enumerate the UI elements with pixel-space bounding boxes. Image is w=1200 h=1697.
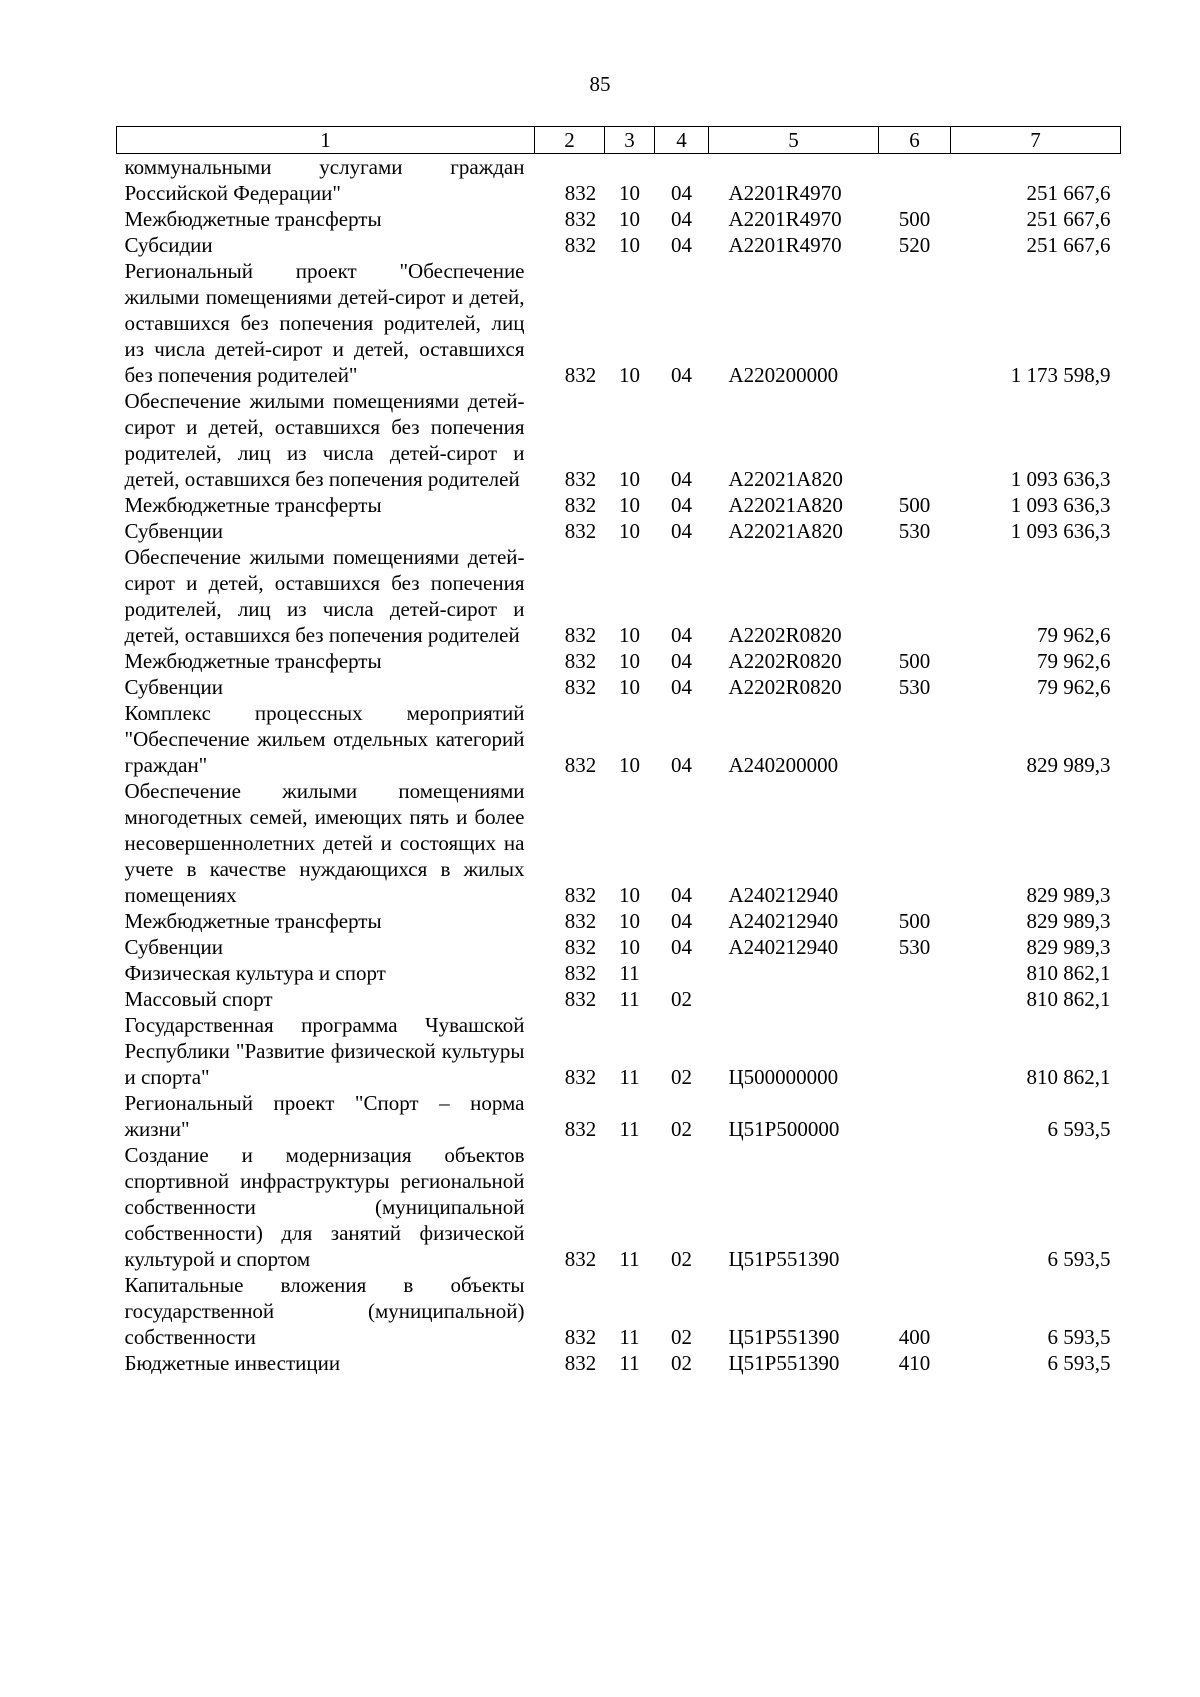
row-admin-code: 832	[564, 493, 597, 517]
row-target-article: A2202R0820	[728, 649, 842, 673]
row-expense-type: 500	[898, 493, 931, 517]
row-target-article: A22021A820	[728, 467, 843, 491]
row-amount: 251 667,6	[1026, 207, 1111, 231]
row-subsection: 04	[671, 675, 692, 699]
row-admin-code: 832	[564, 1351, 597, 1375]
row-section: 10	[619, 909, 640, 933]
row-target-article: A240212940	[728, 883, 839, 907]
row-section: 10	[619, 675, 640, 699]
row-subsection: 04	[671, 623, 692, 647]
row-target-article: A240200000	[728, 753, 839, 777]
row-name: Субсидии	[124, 233, 213, 257]
row-admin-code: 832	[564, 207, 597, 231]
row-name: Массовый спорт	[124, 987, 273, 1011]
row-section: 10	[619, 363, 640, 387]
row-name: Капитальные вложения в объекты государственной (муниципальной) собственности	[124, 1273, 525, 1349]
row-section: 10	[619, 883, 640, 907]
row-name: Межбюджетные трансферты	[124, 493, 382, 517]
row-target-article	[709, 960, 879, 986]
row-amount: 1 173 598,9	[1010, 363, 1111, 387]
header-col-3: 3	[605, 127, 655, 154]
row-target-article: A2202R0820	[728, 623, 842, 647]
row-amount: 1 093 636,3	[1010, 493, 1111, 517]
row-section: 10	[619, 519, 640, 543]
row-expense-type	[879, 1142, 951, 1272]
table-header-row	[117, 127, 1121, 154]
row-name: Комплекс процессных мероприятий "Обеспечение жильем отдельных категорий граждан"	[124, 701, 525, 777]
row-name: Обеспечение жилыми помещениями многодетных семей, имеющих пять и более несовершеннолетних детей и состоящих на учете в качестве нуждающихся в жилых помещениях	[124, 779, 525, 907]
budget-table	[116, 126, 1121, 1376]
row-expense-type: 520	[898, 233, 931, 257]
row-section: 11	[619, 1117, 640, 1141]
header-col-2: 2	[535, 127, 605, 154]
row-expense-type: 500	[898, 909, 931, 933]
row-target-article: A240212940	[728, 935, 839, 959]
row-expense-type: 500	[898, 207, 931, 231]
row-admin-code: 832	[564, 753, 597, 777]
table-row	[117, 986, 1121, 1012]
row-subsection: 04	[671, 363, 692, 387]
row-amount: 1 093 636,3	[1010, 519, 1111, 543]
row-name: Бюджетные инвестиции	[124, 1351, 341, 1375]
row-expense-type: 410	[898, 1351, 931, 1375]
page-number: 85	[589, 72, 611, 96]
row-section: 11	[619, 1351, 640, 1375]
row-target-article: A2201R4970	[728, 207, 842, 231]
row-admin-code: 832	[564, 883, 597, 907]
row-amount: 251 667,6	[1026, 181, 1111, 205]
row-target-article: A2201R4970	[728, 181, 842, 205]
table-row	[117, 1012, 1121, 1090]
table-row	[117, 648, 1121, 674]
row-subsection	[655, 960, 709, 986]
table-row	[117, 1272, 1121, 1350]
row-amount: 79 962,6	[1037, 649, 1111, 673]
table-row	[117, 908, 1121, 934]
row-target-article: Ц500000000	[728, 1065, 839, 1089]
row-subsection: 04	[671, 207, 692, 231]
row-name: Обеспечение жилыми помещениями детей-сирот и детей, оставшихся без попечения родителей, лиц из числа детей-сирот и детей, оставшихся без попечения родителей	[124, 389, 525, 491]
table-row	[117, 1350, 1121, 1376]
header-col-7: 7	[951, 127, 1121, 154]
row-name: Региональный проект "Спорт – норма жизни"	[124, 1091, 525, 1141]
row-expense-type: 530	[898, 519, 931, 543]
table-row	[117, 960, 1121, 986]
row-name: Физическая культура и спорт	[124, 961, 386, 985]
row-section: 10	[619, 623, 640, 647]
table-row	[117, 206, 1121, 232]
row-target-article: A22021A820	[728, 519, 843, 543]
row-subsection: 04	[671, 753, 692, 777]
row-name: Субвенции	[124, 675, 223, 699]
row-subsection: 02	[671, 1351, 692, 1375]
row-name: Субвенции	[124, 935, 223, 959]
row-section: 11	[619, 961, 640, 985]
row-subsection: 04	[671, 233, 692, 257]
row-amount: 810 862,1	[1026, 987, 1111, 1011]
table-row	[117, 778, 1121, 908]
row-section: 11	[619, 1247, 640, 1271]
row-name: коммунальными услугами граждан Российской Федерации"	[124, 155, 525, 205]
row-admin-code: 832	[564, 961, 597, 985]
row-expense-type: 530	[898, 935, 931, 959]
row-target-article: A220200000	[728, 363, 839, 387]
row-section: 10	[619, 753, 640, 777]
row-amount: 251 667,6	[1026, 233, 1111, 257]
row-amount: 829 989,3	[1026, 753, 1111, 777]
row-expense-type	[879, 154, 951, 207]
row-amount: 810 862,1	[1026, 961, 1111, 985]
header-col-5: 5	[709, 127, 879, 154]
row-section: 11	[619, 1065, 640, 1089]
row-subsection: 02	[671, 1117, 692, 1141]
table-row	[117, 154, 1121, 207]
header-col-4: 4	[655, 127, 709, 154]
row-subsection: 04	[671, 649, 692, 673]
row-amount: 79 962,6	[1037, 623, 1111, 647]
row-expense-type: 530	[898, 675, 931, 699]
row-target-article: A22021A820	[728, 493, 843, 517]
row-name: Государственная программа Чувашской Республики "Развитие физической культуры и спорта"	[124, 1013, 525, 1089]
row-expense-type	[879, 960, 951, 986]
row-target-article: Ц51Р551390	[728, 1351, 840, 1375]
row-amount: 79 962,6	[1037, 675, 1111, 699]
row-amount: 829 989,3	[1026, 909, 1111, 933]
row-section: 10	[619, 467, 640, 491]
table-row	[117, 934, 1121, 960]
row-admin-code: 832	[564, 1065, 597, 1089]
row-admin-code: 832	[564, 363, 597, 387]
table-row	[117, 674, 1121, 700]
row-expense-type	[879, 1090, 951, 1142]
row-target-article: A240212940	[728, 909, 839, 933]
row-admin-code: 832	[564, 909, 597, 933]
row-target-article: Ц51Р551390	[728, 1325, 840, 1349]
row-section: 10	[619, 493, 640, 517]
row-name: Создание и модернизация объектов спортивной инфраструктуры региональной собственности (муниципальной собственности) для занятий физической культурой и спортом	[124, 1143, 525, 1271]
row-amount: 6 593,5	[1047, 1325, 1111, 1349]
table-row	[117, 388, 1121, 492]
row-admin-code: 832	[564, 519, 597, 543]
row-name: Обеспечение жилыми помещениями детей-сирот и детей, оставшихся без попечения родителей, лиц из числа детей-сирот и детей, оставшихся без попечения родителей	[124, 545, 525, 647]
row-subsection: 04	[671, 181, 692, 205]
table-row	[117, 1142, 1121, 1272]
row-admin-code: 832	[564, 675, 597, 699]
row-section: 11	[619, 1325, 640, 1349]
row-subsection: 04	[671, 519, 692, 543]
row-subsection: 02	[671, 1325, 692, 1349]
row-amount: 1 093 636,3	[1010, 467, 1111, 491]
row-amount: 6 593,5	[1047, 1247, 1111, 1271]
row-expense-type	[879, 1012, 951, 1090]
header-col-1: 1	[117, 127, 535, 154]
table-row	[117, 258, 1121, 388]
row-subsection: 04	[671, 467, 692, 491]
row-name: Межбюджетные трансферты	[124, 649, 382, 673]
row-admin-code: 832	[564, 1117, 597, 1141]
row-admin-code: 832	[564, 987, 597, 1011]
row-name: Межбюджетные трансферты	[124, 909, 382, 933]
row-expense-type: 400	[898, 1325, 931, 1349]
row-admin-code: 832	[564, 233, 597, 257]
row-expense-type: 500	[898, 649, 931, 673]
row-admin-code: 832	[564, 649, 597, 673]
row-section: 10	[619, 207, 640, 231]
row-target-article: Ц51Р500000	[728, 1117, 840, 1141]
row-name: Межбюджетные трансферты	[124, 207, 382, 231]
row-admin-code: 832	[564, 467, 597, 491]
row-admin-code: 832	[564, 1247, 597, 1271]
row-admin-code: 832	[564, 623, 597, 647]
row-section: 10	[619, 181, 640, 205]
row-name: Региональный проект "Обеспечение жилыми помещениями детей-сирот и детей, оставшихся без попечения родителей, лиц из числа детей-сирот и детей, оставшихся без попечения родителей"	[124, 259, 525, 387]
table-body	[117, 154, 1121, 1377]
row-target-article: A2202R0820	[728, 675, 842, 699]
row-section: 10	[619, 935, 640, 959]
row-admin-code: 832	[564, 1325, 597, 1349]
row-expense-type	[879, 986, 951, 1012]
row-admin-code: 832	[564, 181, 597, 205]
row-expense-type	[879, 700, 951, 778]
row-target-article	[709, 986, 879, 1012]
table-row	[117, 544, 1121, 648]
row-amount: 810 862,1	[1026, 1065, 1111, 1089]
table-row	[117, 700, 1121, 778]
row-expense-type	[879, 388, 951, 492]
row-subsection: 02	[671, 987, 692, 1011]
row-subsection: 04	[671, 493, 692, 517]
row-expense-type	[879, 544, 951, 648]
header-col-6: 6	[879, 127, 951, 154]
row-subsection: 02	[671, 1247, 692, 1271]
row-amount: 6 593,5	[1047, 1117, 1111, 1141]
row-expense-type	[879, 778, 951, 908]
table-row	[117, 492, 1121, 518]
table-row	[117, 518, 1121, 544]
row-subsection: 04	[671, 883, 692, 907]
row-subsection: 04	[671, 935, 692, 959]
row-section: 10	[619, 649, 640, 673]
row-amount: 829 989,3	[1026, 883, 1111, 907]
row-name: Субвенции	[124, 519, 223, 543]
row-subsection: 02	[671, 1065, 692, 1089]
row-expense-type	[879, 258, 951, 388]
row-amount: 6 593,5	[1047, 1351, 1111, 1375]
row-admin-code: 832	[564, 935, 597, 959]
row-target-article: A2201R4970	[728, 233, 842, 257]
table-row	[117, 1090, 1121, 1142]
table-row	[117, 232, 1121, 258]
row-subsection: 04	[671, 909, 692, 933]
row-section: 10	[619, 233, 640, 257]
row-target-article: Ц51Р551390	[728, 1247, 840, 1271]
row-section: 11	[619, 987, 640, 1011]
row-amount: 829 989,3	[1026, 935, 1111, 959]
